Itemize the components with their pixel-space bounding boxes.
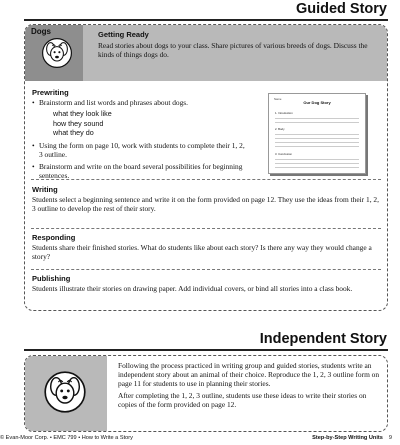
story-form-thumbnail: [268, 93, 366, 174]
guided-story-title: Guided Story: [295, 1, 387, 17]
writing-heading: Writing: [32, 185, 58, 194]
independent-text: [118, 361, 380, 409]
page-number: 9: [388, 435, 392, 441]
idea-item: what they do: [53, 128, 94, 137]
getting-ready-heading: Getting Ready: [98, 30, 149, 39]
independent-tab: [25, 356, 107, 432]
section-divider: [31, 179, 381, 180]
independent-paragraph-2: After completing the 1, 2, 3 outline, students use these ideas to write their stories on copies of the form provided on page 12.: [118, 391, 367, 409]
prewriting-bullet-1: • Brainstorm and list words and phrases about dogs.: [32, 98, 247, 107]
idea-item: how they sound: [53, 118, 104, 128]
form-title: Our Dog Story: [303, 100, 331, 105]
writing-text: Students select a beginning sentence and write it on the form provided on page 12. They use the ideas from their 1, 2, 3 outline to develop the rest of their story.: [32, 195, 379, 213]
publishing-section: [32, 274, 382, 293]
form-line: [275, 167, 359, 168]
form-line: [275, 118, 359, 119]
footer-series: Step-by-Step Writing Units: [312, 435, 383, 441]
guided-story-box: [24, 24, 388, 311]
dog-icon: [41, 37, 73, 69]
independent-story-title: Independent Story: [259, 331, 387, 347]
form-line: [275, 142, 359, 143]
form-line: [275, 122, 359, 123]
form-section-label: 2. Body: [275, 127, 285, 131]
footer-copyright: © Evan-Moor Corp. • EMC 799 • How to Write a Story: [0, 435, 133, 441]
section-divider: [31, 269, 381, 270]
form-line: [275, 163, 359, 164]
title-rule: [24, 349, 388, 351]
form-line: [275, 159, 359, 160]
form-line: [275, 134, 359, 135]
responding-section: [32, 233, 382, 261]
form-line: [275, 138, 359, 139]
prewriting-heading: Prewriting: [32, 88, 69, 97]
form-section-label: 1. Introduction: [275, 111, 293, 115]
getting-ready-text: Read stories about dogs to your class. Share pictures of various breeds of dogs. Discuss the kinds of things dogs do.: [98, 41, 368, 59]
writing-section: [32, 185, 382, 213]
form-name-label: Name: [274, 97, 282, 101]
form-section-label: 3. Conclusion: [275, 152, 292, 156]
responding-text: Students share their finished stories. What do students like about each story? Is there any way they would change a story?: [32, 243, 372, 261]
publishing-heading: Publishing: [32, 274, 71, 283]
idea-item: what they look like: [53, 109, 112, 118]
footer-right: [312, 435, 392, 441]
dog-icon: [43, 370, 87, 414]
responding-heading: Responding: [32, 233, 76, 242]
independent-paragraph-1: Following the process practiced in writing group and guided stories, students write an independent story about an animal of their choice. Reproduce the 1, 2, 3 outline form on page 11 for students to use in planning their stories.: [118, 361, 380, 388]
idea-list: [32, 109, 247, 138]
prewriting-bullet-3: • Brainstorm and write on the board several possibilities for beginning sentences.: [32, 162, 247, 180]
dogs-tab-label: Dogs: [31, 27, 51, 36]
section-divider: [31, 228, 381, 229]
publishing-text: Students illustrate their stories on drawing paper. Add individual covers, or bind all stories into a class book.: [32, 284, 353, 293]
prewriting-bullet-2: • Using the form on page 10, work with students to complete their 1, 2, 3 outline.: [32, 141, 247, 159]
prewriting-section: [32, 88, 247, 180]
form-line: [275, 146, 359, 147]
dogs-tab: [25, 25, 83, 81]
title-rule: [24, 19, 388, 21]
independent-story-box: [24, 355, 388, 432]
